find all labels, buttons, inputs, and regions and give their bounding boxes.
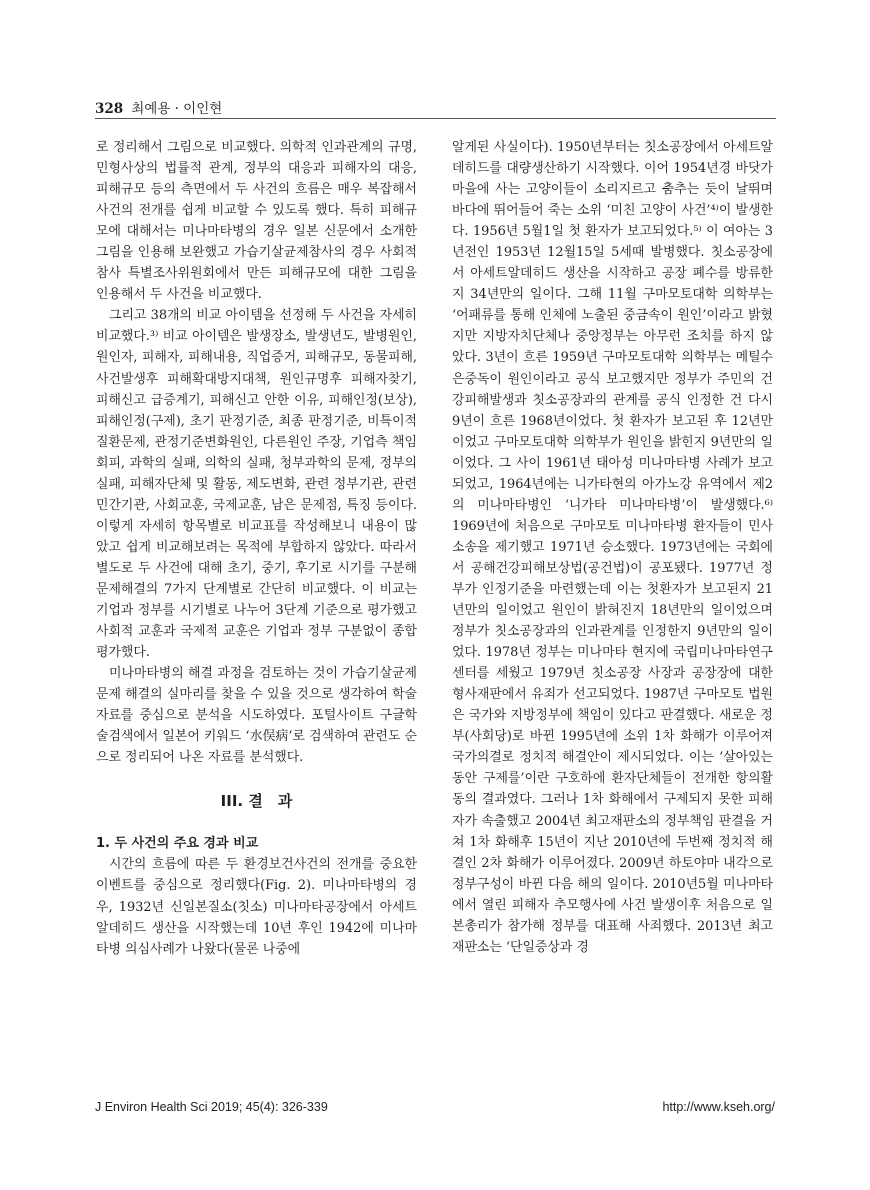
left-column — [96, 137, 417, 960]
header-authors: 최예용 · 이인현 — [131, 101, 223, 117]
footer-journal: J Environ Health Sci 2019; 45(4): 326-339 — [95, 1100, 328, 1114]
subsection-title: 1. 두 사건의 주요 경과 비교 — [96, 836, 259, 852]
header-rule — [95, 118, 776, 119]
page-number: 328 — [95, 101, 124, 117]
running-header — [95, 97, 775, 117]
footer-url[interactable]: http://www.kseh.org/ — [662, 1100, 775, 1114]
paragraph: 그리고 38개의 비교 아이템을 선정해 두 사건을 자세히 비교했다.³⁾ 비교 아이템은 발생장소, 발생년도, 발병원인, 원인자, 피해자, 피해내용, 직업증거, 피해규모, 동물피해, 사건발생후 피해확대방지대책, 원인규명후 피해자찾기, 피해신고 급증계기, 피해신고 안한 이유, 피해인정(보상), 피해인정(구제), 초기 판정기준, 최종 판정기준, 비특이적 질환문제, 관정기준변화원인, 다른원인 주장, 기업측 책임회피, 과학의 실패, 의학의 실패, 청부과학의 문제, 정부의 실패, 피해자단체 및 활동, 제도변화, 관련 정부기관, 관련 민간기관, 사회교훈, 국제교훈, 남은 문제점, 특징 등이다. 이렇게 자세히 항목별로 비교표를 작성해보니 내용이 많았고 쉽게 비교해보려는 목적에 부합하지 않았다. 따라서 별도로 두 사건에 대해 초기, 중기, 후기로 시기를 구분해 문제해결의 7가지 단계별로 간단히 비교했다. 이 비교는 기업과 정부를 시기별로 나누어 3단계 기준으로 평가했고 사회적 교훈과 국제적 교훈은 기업과 정부 구분없이 종합평가했다. — [96, 308, 417, 661]
right-column — [452, 137, 773, 958]
paragraph: 알게된 사실이다). 1950년부터는 칫소공장에서 아세트알데히드를 대량생산하기 시작했다. 이어 1954년경 바닷가 마을에 사는 고양이들이 소리지르고 춤추는 듯이 날뛰며 바다에 뛰어들어 죽는 소위 ‘미친 고양이 사건’⁴⁾이 발생한다. 1956년 5월1일 첫 환자가 보고되었다.⁵⁾ 이 여아는 3년전인 1953년 12월15일 5세때 발병했다. 칫소공장에서 아세트알데히드 생산을 시작하고 공장 폐수를 방류한지 34년만의 일이다. 그해 11월 구마모토대학 의학부는 ‘어패류를 통해 인체에 노출된 중금속이 원인’이라고 밝혔지만 지방자치단체나 중앙정부는 아무런 조치를 하지 않았다. 3년이 흐른 1959년 구마모토대학 의학부는 메틸수은중독이 원인이라고 공식 보고했지만 정부가 주민의 건강피해발생과 칫소공장과의 관계를 공식 인정한 건 다시 9년이 흐른 1968년이었다. 첫 환자가 보고된 후 12년만이었고 구마모토대학 의학부가 원인을 밝힌지 9년만의 일이었다. 그 사이 1961년 태아성 미나마타병 사례가 보고되었고, 1964년에는 니가타현의 아가노강 유역에서 제2의 미나마타병인 ‘니가타 미나마타병’이 발생했다.⁶⁾ 1969년에 처음으로 구마모토 미나마타병 환자들이 민사소송을 제기했고 1971년 승소했다. 1973년에는 국회에서 공해건강피해보상법(공건법)이 공포됐다. 1977년 정부가 인정기준을 마련했는데 이는 첫환자가 보고된지 21년만의 일이었고 원인이 밝혀진지 18년만의 일이었으며 정부가 칫소공장과의 인과관계를 인정한지 9년만의 일이었다. 1978년 정부는 미나마타 현지에 국립미나마타연구센터를 세웠고 1979년 칫소공장 사장과 공장장에 대한 형사재판에서 유죄가 선고되었다. 1987년 구마모토 법원은 국가와 지방정부에 책임이 있다고 판결했다. 새로운 정부(사회당)로 바뀐 1995년에 소위 1차 화해가 이루어져 국가의결로 정치적 해결안이 제시되었다. 이는 ‘살아있는 동안 구제를’이란 구호하에 환자단체들이 전개한 항의활동의 결과였다. 그러나 1차 화해에서 구제되지 못한 피해자가 속출했고 2004년 최고재판소의 정부책임 판결을 거쳐 1차 화해후 15년이 지난 2010년에 두번째 정치적 해결인 2차 화해가 이루어졌다. 2009년 하토야마 내각으로 정부구성이 바뀐 다음 해의 일이다. 2010년5월 미나마타에서 열린 피해자 추모행사에 사건 발생이후 처음으로 일본총리가 참가해 정부를 대표해 사죄했다. 2013년 최고재판소는 ‘단일증상과 경 — [452, 140, 773, 955]
paragraph: 로 정리해서 그림으로 비교했다. 의학적 인과관계의 규명, 민형사상의 법률적 관계, 정부의 대응과 피해자의 대응, 피해규모 등의 측면에서 두 사건의 흐름은 매우 복잡해서 사건의 전개를 쉽게 비교할 수 있도록 했다. 특히 피해규모에 대해서는 미나마타병의 경우 일본 신문에서 소개한 그림을 인용해 보완했고 가습기살균제참사의 경우 사회적참사 특별조사위원회에서 만든 피해규모에 대한 그림을 인용해서 두 사건을 비교했다. — [96, 140, 417, 303]
section-title: III. 결 과 — [220, 792, 293, 811]
paragraph: 시간의 흐름에 따른 두 환경보건사건의 전개를 중요한 이벤트를 중심으로 정리했다(Fig. 2). 미나마타병의 경우, 1932년 신일본질소(칫소) 미나마타공장에서 아세트알데히드 생산을 시작했는데 10년 후인 1942에 미나마타병 의심사례가 나왔다(물론 나중에 — [96, 857, 417, 957]
paragraph: 미나마타병의 해결 과정을 검토하는 것이 가습기살균제 문제 해결의 실마리를 찾을 수 있을 것으로 생각하여 학술 자료를 중심으로 분석을 시도하였다. 포털사이트 구글학술검색에서 일본어 키워드 ‘水俣病’로 검색하여 관련도 순으로 정리되어 나온 자료를 분석했다. — [96, 666, 417, 766]
